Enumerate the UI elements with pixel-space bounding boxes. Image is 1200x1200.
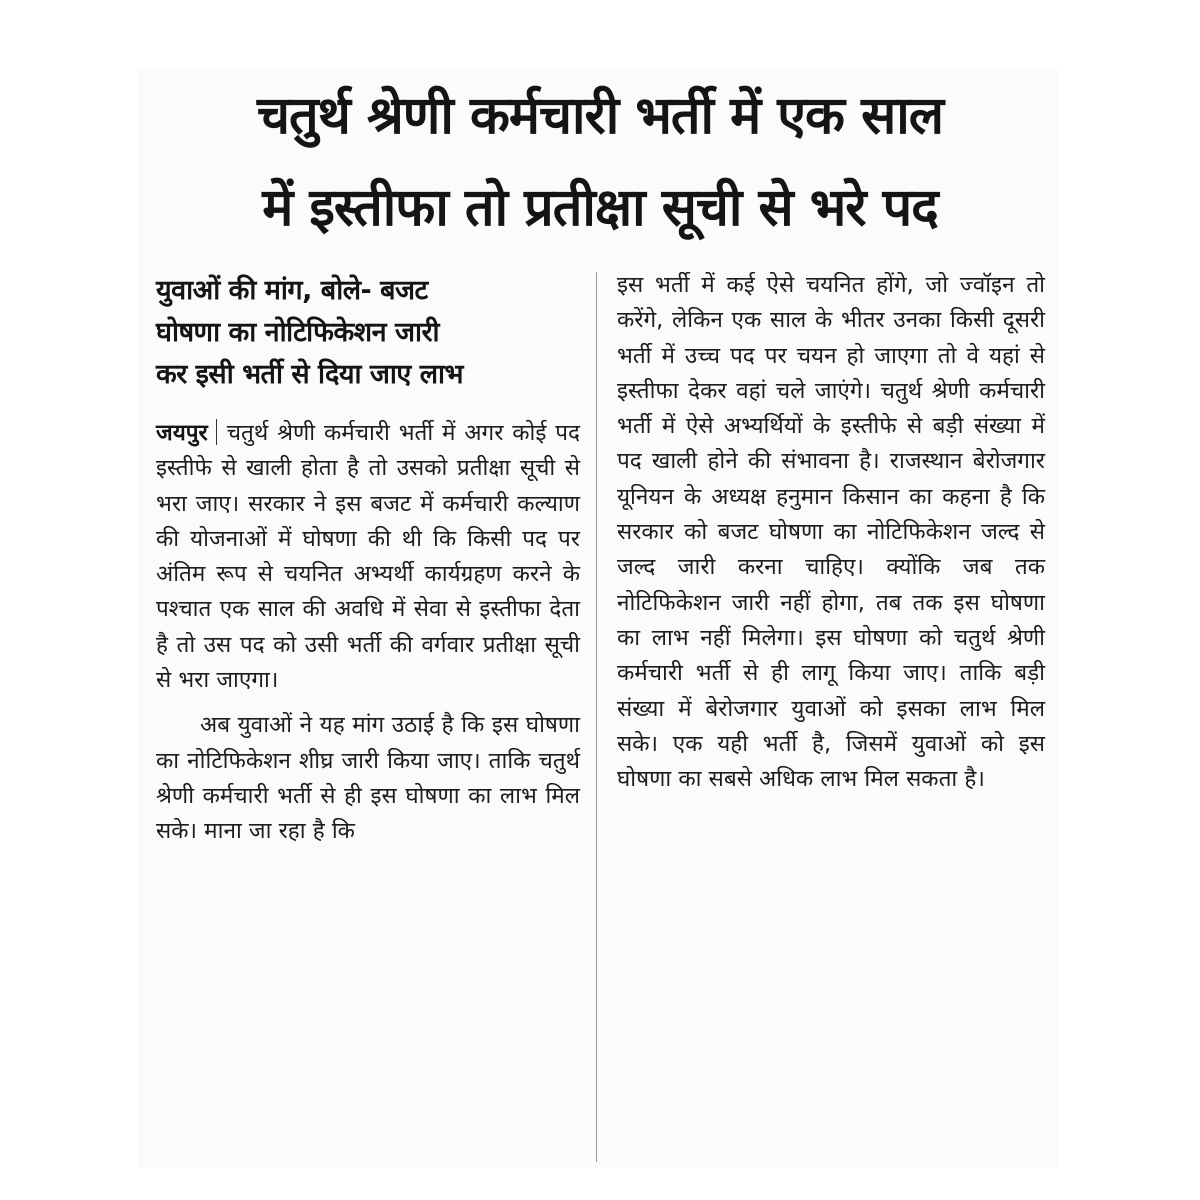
headline-line-2: में इस्तीफा तो प्रतीक्षा सूची से भरे पद [262, 178, 938, 238]
subheadline-line-1: युवाओं की मांग, बोले- बजट [156, 275, 428, 306]
subheadline [156, 270, 580, 396]
subheadline-line-3: कर इसी भर्ती से दिया जाए लाभ [156, 359, 464, 390]
right-column [617, 268, 1045, 797]
dateline-divider [216, 419, 217, 445]
body-paragraph-1-text: चतुर्थ श्रेणी कर्मचारी भर्ती में अगर कोई पद इस्तीफे से खाली होता है तो उसको प्रतीक्षा सूची से भरा जाए। सरकार ने इस बजट में कर्मचारी कल्याण की योजनाओं में घोषणा की थी कि किसी पद पर अंतिम रूप से चयनित अभ्यर्थी कार्यग्रहण करने के पश्चात एक साल की अवधि में सेवा से इस्तीफा देता है तो उस पद को उसी भर्ती की वर्गवार प्रतीक्षा सूची से भरा जाएगा। [156, 420, 580, 694]
headline-line-1: चतुर्थ श्रेणी कर्मचारी भर्ती में एक साल [257, 86, 943, 146]
body-paragraph-3: इस भर्ती में कई ऐसे चयनित होंगे, जो ज्वॉइन तो करेंगे, लेकिन एक साल के भीतर उनका किसी दूसरी भर्ती में उच्च पद पर चयन हो जाएगा तो वे यहां से इस्तीफा देकर वहां चले जाएंगे। चतुर्थ श्रेणी कर्मचारी भर्ती में ऐसे अभ्यर्थियों के इस्तीफे से बड़ी संख्या में पद खाली होने की संभावना है। राजस्थान बेरोजगार यूनियन के अध्यक्ष हनुमान किसान का कहना है कि सरकार को बजट घोषणा का नोटिफिकेशन जल्द से जल्द जारी करना चाहिए। क्योंकि जब तक नोटिफिकेशन जारी नहीं होगा, तब तक इस घोषणा का लाभ नहीं मिलेगा। इस घोषणा को चतुर्थ श्रेणी कर्मचारी भर्ती से ही लागू किया जाए। ताकि बड़ी संख्या में बेरोजगार युवाओं को इसका लाभ मिल सके। एक यही भर्ती है, जिसमें युवाओं को इस घोषणा का सबसे अधिक लाभ मिल सकता है। [617, 272, 1045, 793]
left-column [156, 268, 580, 850]
column-divider [596, 272, 597, 1162]
body-paragraph-1 [156, 416, 580, 698]
headline [150, 70, 1050, 254]
body-paragraph-2: अब युवाओं ने यह मांग उठाई है कि इस घोषणा का नोटिफिकेशन शीघ्र जारी किया जाए। ताकि चतुर्थ श्रेणी कर्मचारी भर्ती से ही इस घोषणा का लाभ मिल सके। माना जा रहा है कि [156, 712, 580, 845]
subheadline-line-2: घोषणा का नोटिफिकेशन जारी [156, 317, 440, 348]
dateline: जयपुर [156, 420, 208, 446]
